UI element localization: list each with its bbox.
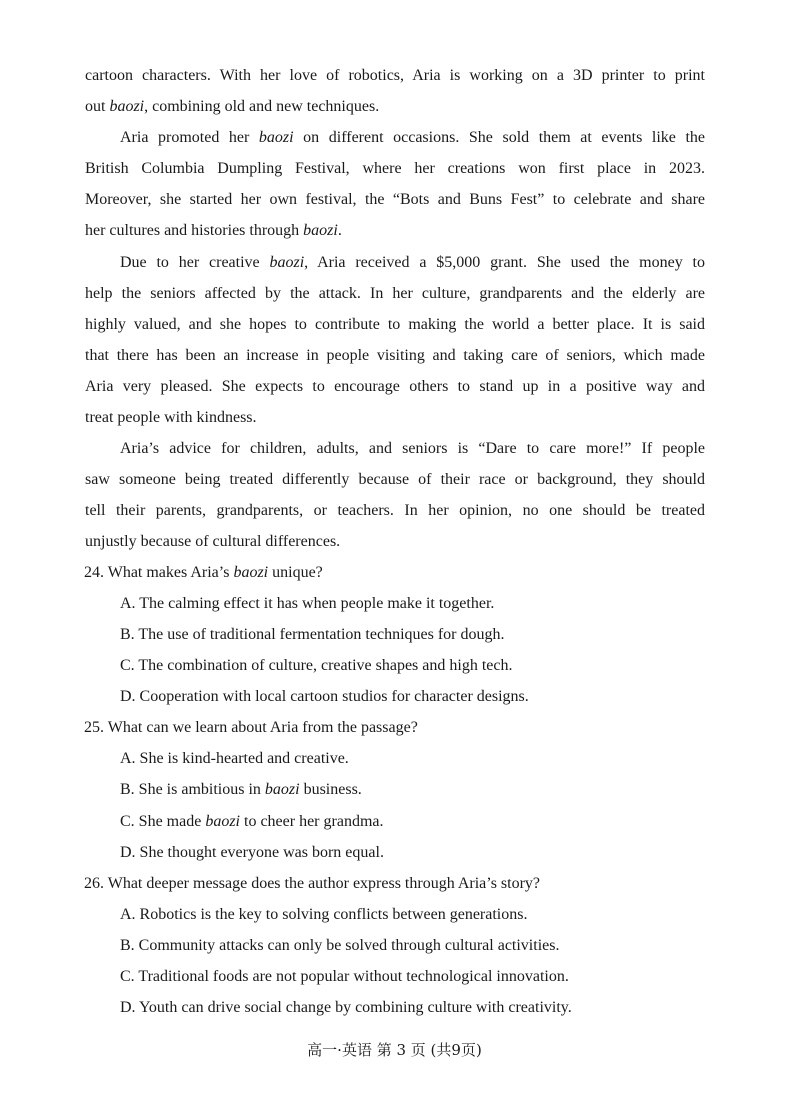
question-24-option-c: [120, 656, 512, 676]
text-run: Due to her creative: [120, 254, 270, 271]
text-run: C. She made: [120, 813, 206, 830]
text-run: B. Community attacks can only be solved through cultural activities.: [120, 937, 560, 954]
text-run: cartoon characters. With her love of robotics, Aria is working on a 3D printer to print: [85, 67, 705, 84]
text-run: D. Youth can drive social change by combining culture with creativity.: [120, 999, 572, 1016]
text-run: 26. What deeper message does the author express through Aria’s story?: [84, 875, 541, 892]
question-25-option-b: [120, 780, 362, 800]
text-run: her cultures and histories through: [85, 222, 304, 239]
text-run: to cheer her grandma.: [240, 813, 384, 830]
text-run: 24. What makes Aria’s: [84, 564, 234, 581]
text-run: , combining old and new techniques.: [144, 98, 380, 115]
question-25-option-a: [120, 749, 349, 769]
passage-line: [120, 253, 705, 273]
italic-term: baozi: [258, 129, 294, 146]
passage-line: [85, 377, 705, 397]
italic-term: baozi: [109, 98, 145, 115]
question-24-option-a: [120, 594, 494, 614]
passage-line: [85, 532, 340, 552]
passage-line: [85, 501, 705, 521]
question-26-option-d: [120, 998, 572, 1018]
text-run: A. The calming effect it has when people make it together.: [120, 595, 495, 612]
question-24-option-b: [120, 625, 505, 645]
passage-line: [85, 190, 705, 210]
question-25-option-c: [120, 812, 383, 832]
text-run: on different occasions. She sold them at events like the: [293, 129, 705, 146]
text-run: Aria promoted her: [120, 129, 259, 146]
text-run: A. Robotics is the key to solving conflicts between generations.: [120, 906, 528, 923]
text-run: A. She is kind-hearted and creative.: [120, 750, 349, 767]
italic-term: baozi: [233, 564, 269, 581]
question-24-stem: [84, 563, 323, 583]
passage-line: [85, 66, 705, 86]
italic-term: baozi: [303, 222, 338, 239]
text-run: C. Traditional foods are not popular without technological innovation.: [120, 968, 569, 985]
passage-line: [85, 408, 257, 428]
question-26-option-c: [120, 967, 569, 987]
text-run: business.: [299, 781, 362, 798]
question-25-option-d: [120, 843, 384, 863]
text-run: D. Cooperation with local cartoon studios for character designs.: [120, 688, 529, 705]
text-run: unjustly because of cultural differences.: [85, 533, 341, 550]
text-run: highly valued, and she hopes to contribute to making the world a better place. It is said: [85, 316, 705, 333]
text-run: out: [85, 98, 110, 115]
text-run: unique?: [268, 564, 323, 581]
passage-line: [120, 439, 705, 459]
text-run: 25. What can we learn about Aria from the passage?: [84, 719, 418, 736]
italic-term: baozi: [269, 254, 305, 271]
text-run: that there has been an increase in people visiting and taking care of seniors, which made: [85, 347, 705, 364]
passage-line: [120, 128, 705, 148]
passage-line: [85, 315, 705, 335]
text-run: Aria very pleased. She expects to encourage others to stand up in a positive way and: [85, 378, 705, 395]
italic-term: baozi: [264, 781, 300, 798]
text-run: , Aria received a $5,000 grant. She used the money to: [304, 254, 705, 271]
text-run: C. The combination of culture, creative shapes and high tech.: [120, 657, 513, 674]
text-run: tell their parents, grandparents, or teachers. In her opinion, no one should be treated: [85, 502, 705, 519]
passage-line: [85, 221, 342, 241]
text-run: saw someone being treated differently because of their race or background, they should: [85, 471, 705, 488]
text-run: British Columbia Dumpling Festival, where her creations won first place in 2023.: [85, 160, 705, 177]
text-run: treat people with kindness.: [85, 409, 257, 426]
question-24-option-d: [120, 687, 529, 707]
question-26-stem: [84, 874, 540, 894]
passage-line: [85, 346, 705, 366]
text-run: B. She is ambitious in: [120, 781, 265, 798]
text-run: B. The use of traditional fermentation techniques for dough.: [120, 626, 505, 643]
passage-line: [85, 97, 379, 117]
text-run: help the seniors affected by the attack. In her culture, grandparents and the elderly are: [85, 285, 705, 302]
question-26-option-a: [120, 905, 527, 925]
text-run: Moreover, she started her own festival, the “Bots and Buns Fest” to celebrate and share: [85, 191, 705, 208]
question-26-option-b: [120, 936, 559, 956]
italic-term: baozi: [205, 813, 240, 830]
text-run: D. She thought everyone was born equal.: [120, 844, 384, 861]
passage-line: [85, 470, 705, 490]
passage-line: [85, 284, 705, 304]
text-run: Aria’s advice for children, adults, and seniors is “Dare to care more!” If people: [120, 440, 705, 457]
passage-line: [85, 159, 705, 179]
page-footer: 高一·英语 第 3 页 (共9页): [307, 1041, 482, 1059]
text-run: .: [337, 222, 342, 239]
question-25-stem: [84, 718, 418, 738]
